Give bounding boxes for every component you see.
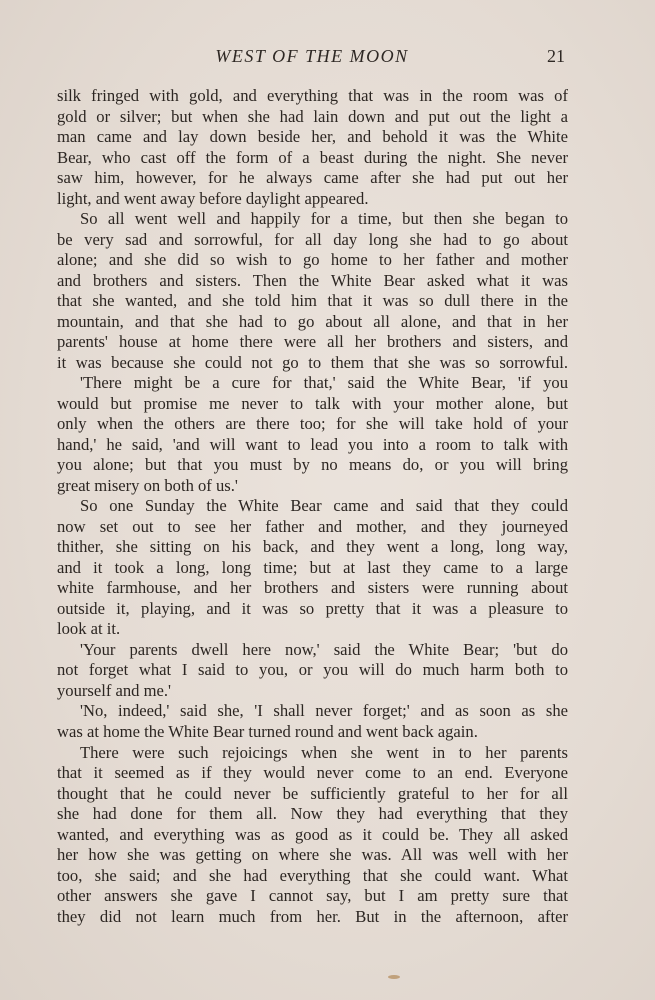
text-line: too, she said; and she had everything that she could want. What (57, 865, 568, 885)
text-line: her how she was getting on where she was. All was well with her (57, 845, 568, 865)
text-line: So all went well and happily for a time, but then she began to (80, 209, 568, 229)
text-line: mountain, and that she had to go about all alone, and that in her (57, 311, 568, 331)
text-line: great misery on both of us.' (57, 475, 238, 495)
text-line: parents' house at home there were all her brothers and sisters, and (57, 332, 568, 352)
text-line: So one Sunday the White Bear came and said that they could (80, 496, 568, 516)
text-line: thought that he could never be sufficiently grateful to her for all (57, 783, 568, 803)
text-line: only when the others are there too; for she will take hold of your (57, 414, 568, 434)
text-line: alone; and she did so wish to go home to her father and mother (57, 250, 568, 270)
text-line: other answers she gave I cannot say, but I am pretty sure that (57, 886, 568, 906)
running-title: WEST OF THE MOON (215, 46, 409, 66)
text-line: silk fringed with gold, and everything that was in the room was of (57, 86, 568, 105)
text-line: be very sad and sorrowful, for all day long she had to go about (57, 229, 568, 249)
text-line: they did not learn much from her. But in the afternoon, after (57, 906, 568, 926)
text-line: was at home the White Bear turned round and went back again. (57, 721, 478, 741)
text-line: she had done for them all. Now they had everything that they (57, 804, 568, 824)
running-head (57, 46, 567, 72)
text-line: it was because she could not go to them that she was so sorrowful. (57, 352, 568, 372)
text-line: that it seemed as if they would never come to an end. Everyone (57, 763, 568, 783)
text-line: 'No, indeed,' said she, 'I shall never forget;' and as soon as she (80, 701, 568, 721)
text-line: not forget what I said to you, or you will do much harm both to (57, 660, 568, 680)
text-line: There were such rejoicings when she went in to her parents (80, 742, 568, 762)
page-number: 21 (547, 46, 565, 66)
text-line: thither, she sitting on his back, and they went a long, long way, (57, 537, 568, 557)
text-line: you alone; but that you must by no means do, or you will bring (57, 455, 568, 475)
text-line: light, and went away before daylight appeared. (57, 188, 369, 208)
text-line: that she wanted, and she told him that it was so dull there in the (57, 291, 568, 311)
text-line: would but promise me never to talk with your mother alone, but (57, 393, 568, 413)
text-line: yourself and me.' (57, 680, 172, 700)
text-line: white farmhouse, and her brothers and sisters were running about (57, 578, 568, 598)
text-line: and brothers and sisters. Then the White Bear asked what it was (57, 270, 568, 290)
text-line: look at it. (57, 619, 121, 639)
text-line: and it took a long, long time; but at last they came to a large (57, 557, 568, 577)
text-line: wanted, and everything was as good as it could be. They all asked (57, 824, 568, 844)
text-line: gold or silver; but when she had lain down and put out the light a (57, 106, 568, 126)
text-line: hand,' he said, 'and will want to lead you into a room to talk with (57, 434, 568, 454)
printer-ornament (388, 975, 400, 979)
body-text (57, 86, 568, 927)
text-line: man came and lay down beside her, and behold it was the White (57, 127, 568, 147)
text-line: 'There might be a cure for that,' said the White Bear, 'if you (80, 373, 568, 393)
text-line: outside it, playing, and it was so pretty that it was a pleasure to (57, 598, 568, 618)
text-line: now set out to see her father and mother, and they journeyed (57, 516, 568, 536)
text-line: saw him, however, for he always came after she had put out her (57, 168, 568, 188)
text-line: 'Your parents dwell here now,' said the White Bear; 'but do (80, 639, 568, 659)
text-line: Bear, who cast off the form of a beast during the night. She never (57, 147, 568, 167)
